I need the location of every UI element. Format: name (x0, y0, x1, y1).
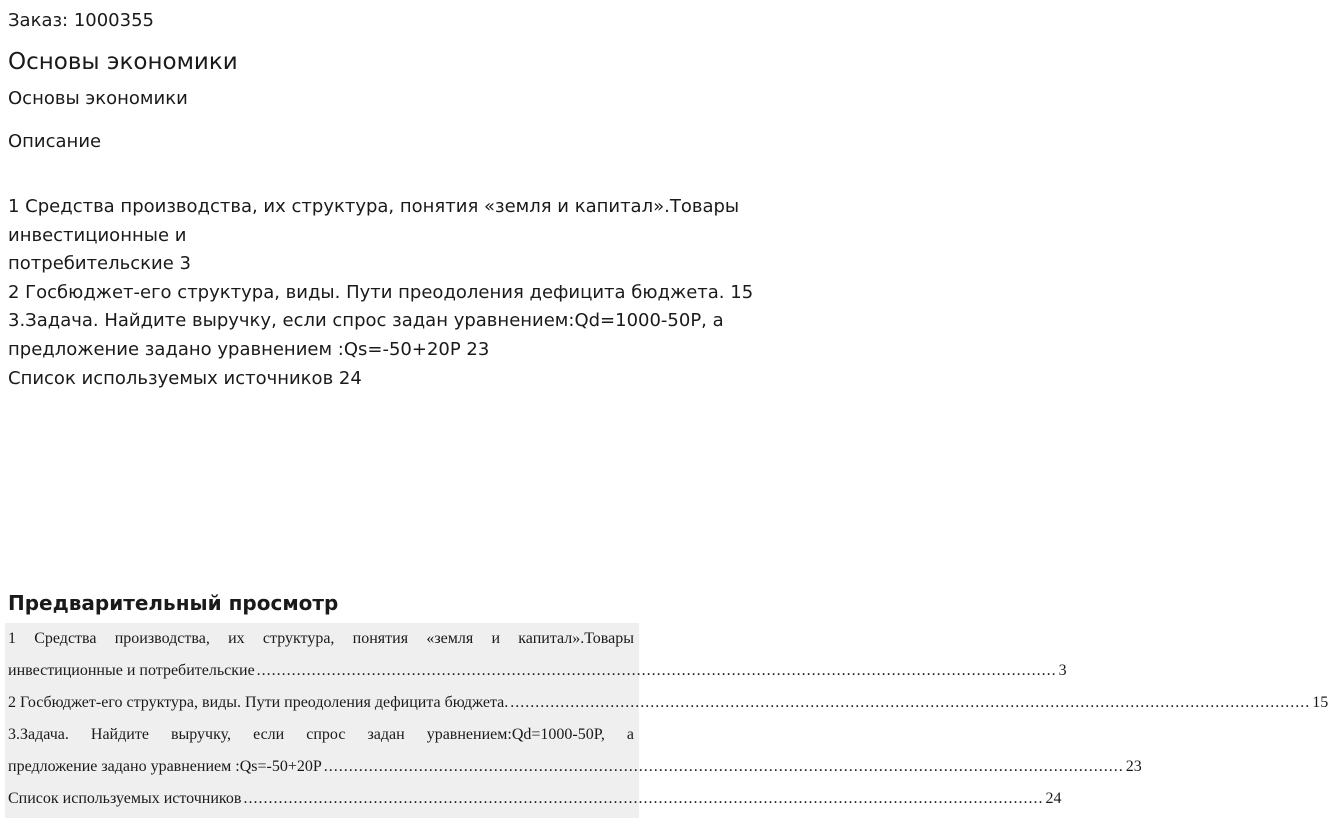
description-line: 2 Госбюджет-его структура, виды. Пути преодоления дефицита бюджета. 15 (8, 281, 754, 303)
toc-page-number: 3 (1058, 662, 1067, 679)
preview-box (5, 623, 1328, 818)
toc-entry-text: инвестиционные и потребительские (8, 662, 255, 679)
toc-entry-text: 2 Госбюджет-его структура, виды. Пути преодоления дефицита бюджета. (8, 694, 509, 711)
description-line: потребительские 3 (8, 253, 191, 275)
toc-page-number: 15 (1312, 694, 1328, 711)
toc-page-number: 23 (1125, 758, 1142, 775)
description-heading: Описание (8, 131, 102, 152)
description-line: инвестиционные и (8, 224, 187, 246)
preview-line: 1 Средства производства, их структура, понятия «земля и капитал».Товары (8, 630, 634, 647)
preview-toc-entry (8, 757, 1142, 777)
description-body (8, 193, 828, 393)
order-number: Заказ: 1000355 (8, 10, 154, 31)
preview-toc-entry (8, 661, 1067, 681)
toc-leader-dots: ................................................................................................................................................................ (243, 790, 1044, 807)
preview-toc-entry (8, 693, 1328, 713)
page-subtitle: Основы экономики (8, 88, 188, 109)
toc-entry-text: Список используемых источников (8, 790, 242, 807)
toc-page-number: 24 (1045, 790, 1062, 807)
toc-leader-dots: ................................................................................................................................................................ (256, 662, 1057, 679)
toc-entry-text: предложение задано уравнением :Qs=-50+20P (8, 758, 322, 775)
description-line: 3.Задача. Найдите выручку, если спрос задан уравнением:Qd=1000-50P, а (8, 310, 724, 332)
toc-leader-dots: ................................................................................................................................................................ (510, 694, 1311, 711)
preview-line: 3.Задача. Найдите выручку, если спрос задан уравнением:Qd=1000-50P, а (8, 726, 634, 743)
toc-leader-dots: ................................................................................................................................................................ (323, 758, 1124, 775)
preview-heading: Предварительный просмотр (8, 591, 339, 615)
description-line: Список используемых источников 24 (8, 367, 362, 389)
preview-toc-entry (8, 789, 1062, 809)
description-line: предложение задано уравнением :Qs=-50+20P 23 (8, 338, 490, 360)
page-title: Основы экономики (8, 49, 238, 75)
description-line: 1 Средства производства, их структура, понятия «земля и капитал».Товары (8, 196, 740, 217)
